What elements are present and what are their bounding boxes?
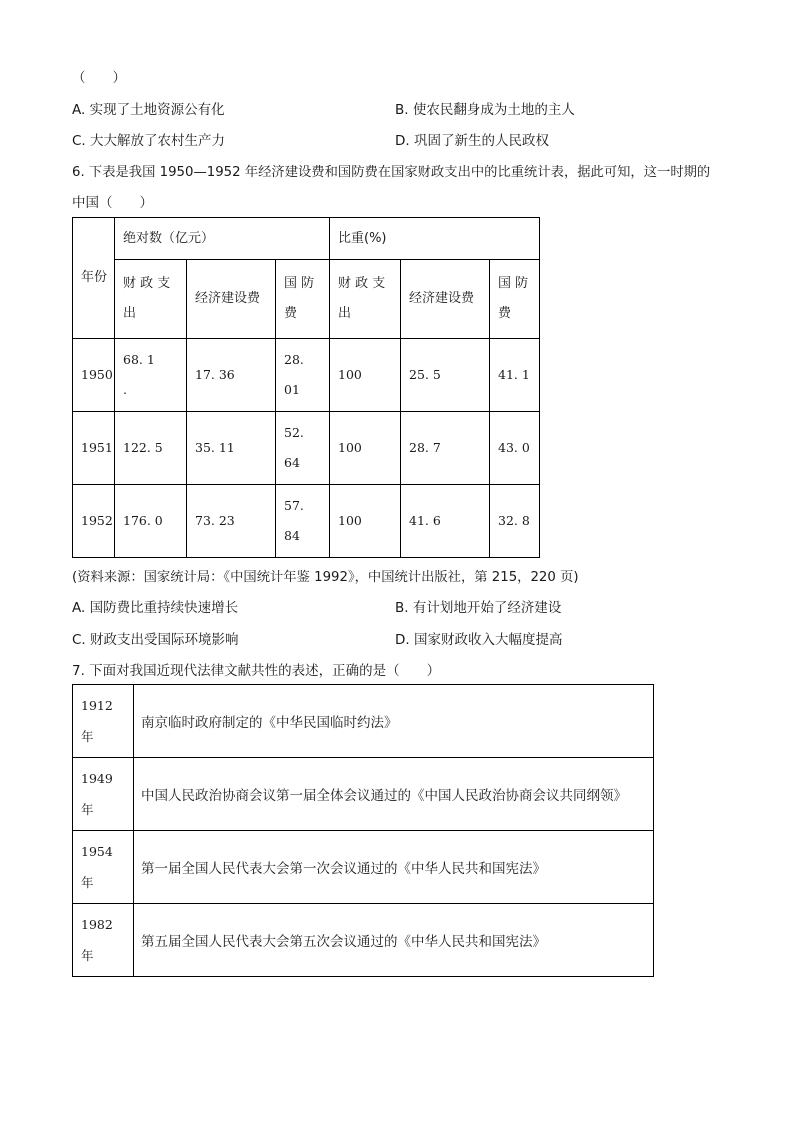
cell-defense-ratio: 43. 0 bbox=[490, 412, 540, 485]
cell-fiscal: 176. 0 bbox=[115, 485, 187, 558]
q6-col-fiscal-ratio: 财 政 支 出 bbox=[330, 260, 401, 339]
q6-table-source: (资料来源：国家统计局：《中国统计年鉴 1992》，中国统计出版社，第 215，220 页) bbox=[72, 570, 579, 585]
cell-year: 1950 bbox=[73, 339, 115, 412]
q6-option-d: D. 国家财政收入大幅度提高 bbox=[395, 632, 563, 648]
cell-year: 1949 年 bbox=[73, 758, 134, 831]
q6-stem-line1: 6. 下表是我国 1950—1952 年经济建设费和国防费在国家财政支出中的比重统计表，据此可知，这一时期的 bbox=[72, 165, 711, 180]
cell-year: 1954 年 bbox=[73, 831, 134, 904]
cell-econ-ratio: 25. 5 bbox=[401, 339, 490, 412]
cell-defense-ratio: 32. 8 bbox=[490, 485, 540, 558]
q6-col-fiscal: 财 政 支 出 bbox=[115, 260, 187, 339]
q6-option-a: A. 国防费比重持续快速增长 bbox=[72, 600, 239, 616]
cell-fiscal-ratio: 100 bbox=[330, 412, 401, 485]
table-row bbox=[73, 412, 540, 485]
cell-year: 1951 bbox=[73, 412, 115, 485]
cell-econ-ratio: 28. 7 bbox=[401, 412, 490, 485]
q6-option-b: B. 有计划地开始了经济建设 bbox=[395, 600, 562, 616]
cell-year: 1912 年 bbox=[73, 685, 134, 758]
q5-option-b: B. 使农民翻身成为土地的主人 bbox=[395, 102, 575, 118]
q6-option-c: C. 财政支出受国际环境影响 bbox=[72, 632, 239, 648]
q6-stem-line2: 中国（ ） bbox=[72, 195, 153, 211]
cell-document: 中国人民政治协商会议第一届全体会议通过的《中国人民政治协商会议共同纲领》 bbox=[134, 758, 654, 831]
cell-defense: 28. 01 bbox=[276, 339, 330, 412]
q6-col-econ-ratio: 经济建设费 bbox=[401, 260, 490, 339]
q5-option-d: D. 巩固了新生的人民政权 bbox=[395, 133, 549, 149]
cell-year: 1952 bbox=[73, 485, 115, 558]
cell-document: 第五届全国人民代表大会第五次会议通过的《中华人民共和国宪法》 bbox=[134, 904, 654, 977]
q5-option-c: C. 大大解放了农村生产力 bbox=[72, 133, 226, 149]
cell-econ: 35. 11 bbox=[187, 412, 276, 485]
cell-fiscal-ratio: 100 bbox=[330, 485, 401, 558]
cell-fiscal: 122. 5 bbox=[115, 412, 187, 485]
cell-document: 第一届全国人民代表大会第一次会议通过的《中华人民共和国宪法》 bbox=[134, 831, 654, 904]
q7-law-table bbox=[72, 684, 654, 977]
table-row bbox=[73, 904, 654, 977]
q6-header-ratio: 比重(%) bbox=[330, 218, 540, 260]
cell-year: 1982 年 bbox=[73, 904, 134, 977]
q6-col-econ: 经济建设费 bbox=[187, 260, 276, 339]
cell-fiscal-ratio: 100 bbox=[330, 339, 401, 412]
q6-header-year: 年份 bbox=[73, 218, 115, 339]
cell-document: 南京临时政府制定的《中华民国临时约法》 bbox=[134, 685, 654, 758]
cell-econ: 17. 36 bbox=[187, 339, 276, 412]
cell-defense: 52. 64 bbox=[276, 412, 330, 485]
cell-fiscal: 68. 1 . bbox=[115, 339, 187, 412]
q5-answer-paren: （ ） bbox=[72, 70, 126, 86]
cell-econ-ratio: 41. 6 bbox=[401, 485, 490, 558]
cell-defense-ratio: 41. 1 bbox=[490, 339, 540, 412]
q5-option-a: A. 实现了土地资源公有化 bbox=[72, 102, 225, 118]
q6-col-defense: 国 防 费 bbox=[276, 260, 330, 339]
cell-econ: 73. 23 bbox=[187, 485, 276, 558]
table-row bbox=[73, 831, 654, 904]
table-row bbox=[73, 758, 654, 831]
table-row bbox=[73, 485, 540, 558]
cell-defense: 57. 84 bbox=[276, 485, 330, 558]
q6-col-defense-ratio: 国 防 费 bbox=[490, 260, 540, 339]
q7-stem: 7. 下面对我国近现代法律文献共性的表述，正确的是（ ） bbox=[72, 663, 441, 679]
q6-header-absolute: 绝对数（亿元） bbox=[115, 218, 330, 260]
table-row bbox=[73, 339, 540, 412]
q6-data-table bbox=[72, 217, 540, 558]
table-row bbox=[73, 685, 654, 758]
